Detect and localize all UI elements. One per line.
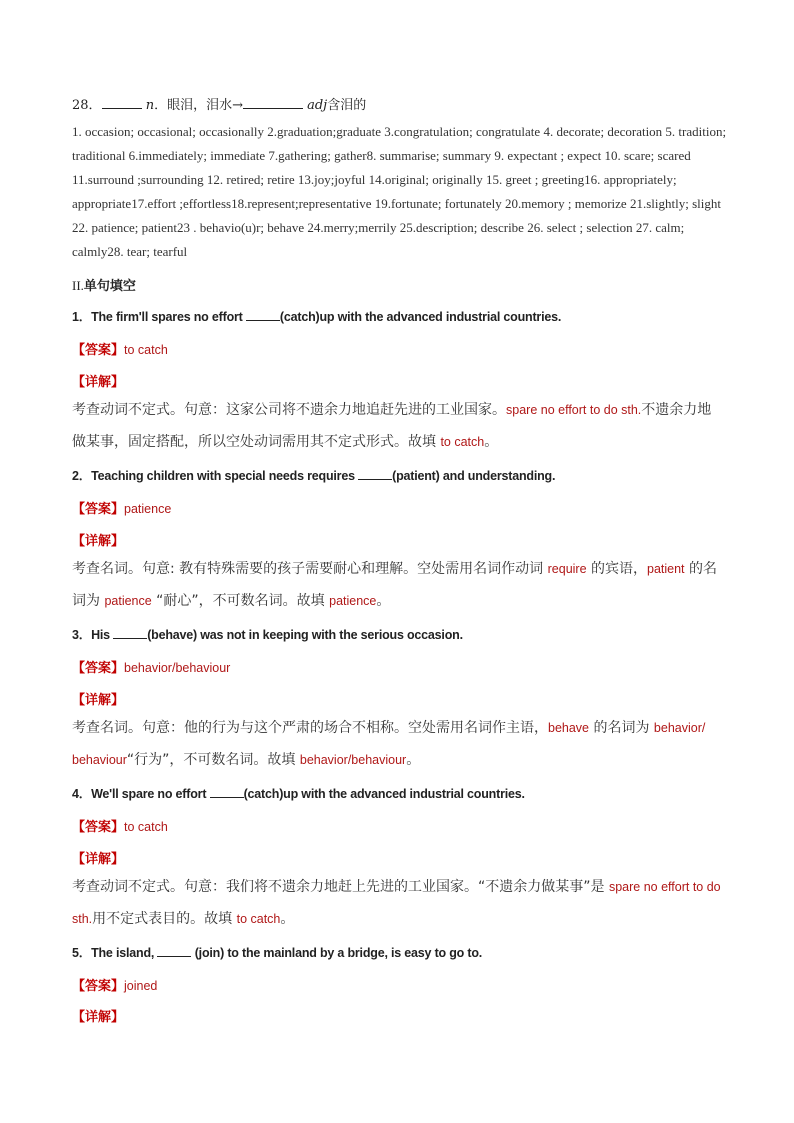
- question-text: (join) to the mainland by a bridge, is easy to go to.: [191, 946, 483, 960]
- answer-blank: [246, 308, 280, 321]
- highlighted-term: behave: [548, 721, 590, 735]
- answer-line: [72, 975, 157, 994]
- question-28: [72, 94, 366, 113]
- highlighted-term: spare no effort to do sth.: [506, 403, 642, 417]
- answer-value: behavior/behaviour: [124, 661, 231, 675]
- section-title: 单句填空: [83, 279, 136, 294]
- answer-blank: [358, 467, 392, 480]
- answer-value: to catch: [124, 343, 168, 357]
- explanation-text: 考查动词不定式。句意：这家公司将不遗余力地追赶先进的工业国家。: [72, 402, 506, 418]
- highlighted-term: patience: [104, 594, 152, 608]
- explanation-text: 。: [280, 911, 295, 927]
- answer-value: patience: [124, 502, 172, 516]
- explanation-text: 用不定式表目的。故填: [92, 911, 237, 927]
- detail-label: 【详解】: [72, 534, 125, 549]
- question-text: We'll spare no effort: [91, 787, 210, 801]
- answer-label: 【答案】: [72, 820, 125, 835]
- highlighted-term: to catch: [440, 435, 485, 449]
- answer-label: 【答案】: [72, 343, 125, 358]
- explanation: [72, 394, 724, 458]
- question-text: (patient) and understanding.: [392, 469, 556, 483]
- detail-label: 【详解】: [72, 1010, 125, 1025]
- highlighted-term: to catch: [236, 912, 281, 926]
- question-text: Teaching children with special needs requires: [91, 469, 359, 483]
- question-number: 2．: [72, 469, 92, 483]
- answer-key: 1. occasion; occasional; occasionally 2.graduation;graduate 3.congratulation; congratulate 4. decorate; decoration 5. tradition; traditional 6.immediately; immediate 7.gathering; gather8. summarise; summary 9. expectant ; expect 10. scare; scared 11.surround ;surrounding 12. retired; retire 13.joy;joyful 14.original; originally 15. greet ; greeting16. appropriately; appropriate17.effort ;effortless18.represent;representative 19.fortunate; fortunately 20.memory ; memorize 21.slightly; slight 22. patience; patient23 . behavio(u)r; behave 24.merry;merrily 25.description; describe 26. select ; selection 27. calm; calmly28. tear; tearful: [72, 124, 727, 260]
- question-line: [72, 625, 463, 643]
- highlighted-term: patient: [647, 562, 685, 576]
- explanation-text: 。: [484, 434, 499, 450]
- explanation-text: “耐心”，不可数名词。故填: [151, 593, 330, 609]
- question-line: [72, 784, 525, 802]
- answer-label: 【答案】: [72, 979, 125, 994]
- explanation-text: 的宾语，: [586, 561, 647, 577]
- explanation-text: 。: [376, 593, 391, 609]
- explanation: [72, 553, 724, 617]
- section-number: II.: [72, 278, 84, 293]
- definition-text: ．眼泪，泪水→: [154, 98, 243, 113]
- highlighted-term: behavior/ behaviour: [72, 721, 706, 767]
- section-heading: [72, 275, 136, 294]
- explanation-text: 的名词为: [72, 561, 717, 609]
- answer-label: 【答案】: [72, 661, 125, 676]
- detail-label: 【详解】: [72, 375, 125, 390]
- question-text: (catch)up with the advanced industrial countries.: [279, 310, 562, 324]
- explanation-text: “行为”，不可数名词。故填: [126, 752, 300, 768]
- question-number: 28．: [72, 98, 102, 113]
- answer-label: 【答案】: [72, 502, 125, 517]
- question-number: 3．: [72, 628, 92, 642]
- detail-label: 【详解】: [72, 852, 125, 867]
- highlighted-term: behavior/behaviour: [299, 753, 407, 767]
- question-text: The island,: [91, 946, 158, 960]
- answer-line: [72, 657, 230, 676]
- highlighted-term: spare no effort to do sth.: [72, 880, 721, 926]
- highlighted-term: patience: [329, 594, 377, 608]
- question-number: 4．: [72, 787, 92, 801]
- detail-label: 【详解】: [72, 693, 125, 708]
- explanation: [72, 712, 724, 776]
- answer-line: [72, 339, 168, 358]
- explanation-text: 的名词为: [589, 720, 654, 736]
- answer-value: to catch: [124, 820, 168, 834]
- question-text: His: [91, 628, 114, 642]
- definition-text: 含泪的: [327, 98, 367, 113]
- part-of-speech: adj: [307, 98, 328, 113]
- part-of-speech: n: [145, 98, 155, 113]
- explanation-text: 考查动词不定式。句意：我们将不遗余力地赶上先进的工业国家。“不遗余力做某事”是: [72, 879, 609, 895]
- answer-blank: [210, 785, 244, 798]
- explanation-text: 考查名词。句意: 教有特殊需要的孩子需要耐心和理解。空处需用名词作动词: [72, 561, 548, 577]
- question-text: The firm'll spares no effort: [91, 310, 246, 324]
- question-line: [72, 943, 482, 961]
- question-text: (catch)up with the advanced industrial countries.: [243, 787, 525, 801]
- answer-blank: [102, 96, 142, 109]
- explanation-text: 不遗余力地做某事，固定搭配，所以空处动词需用其不定式形式。故填: [72, 402, 712, 450]
- question-number: 5．: [72, 946, 92, 960]
- answer-blank: [243, 96, 303, 109]
- answer-blank: [113, 626, 147, 639]
- question-line: [72, 466, 555, 484]
- question-text: (behave) was not in keeping with the serious occasion.: [147, 628, 463, 642]
- answer-value: joined: [124, 979, 158, 993]
- question-number: 1．: [72, 310, 92, 324]
- explanation-text: 。: [406, 752, 421, 768]
- answer-blank: [157, 944, 191, 957]
- answer-line: [72, 816, 168, 835]
- explanation-text: 考查名词。句意：他的行为与这个严肃的场合不相称。空处需用名词作主语，: [72, 720, 548, 736]
- question-line: [72, 307, 561, 325]
- explanation: [72, 871, 724, 935]
- highlighted-term: require: [547, 562, 587, 576]
- answer-line: [72, 498, 171, 517]
